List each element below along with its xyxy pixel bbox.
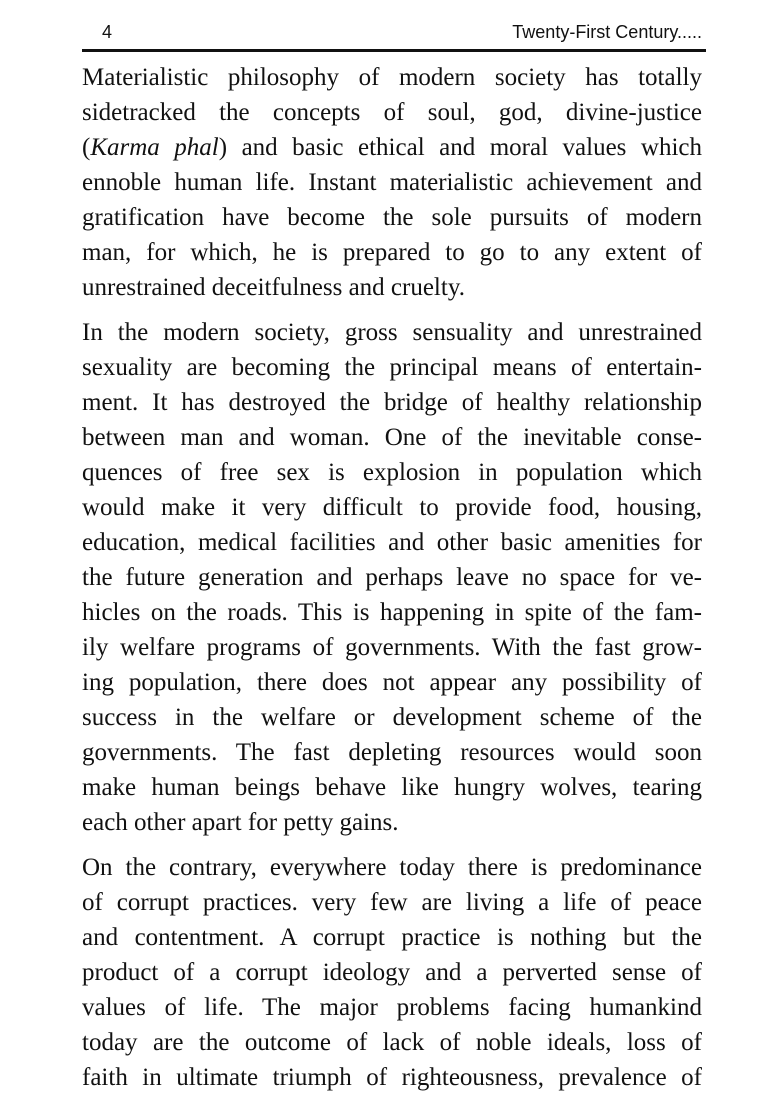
text-line: would make it very difficult to provide food, housing,: [82, 494, 702, 521]
italic-term: Karma phal: [90, 134, 219, 161]
text-line: ment. It has destroyed the bridge of healthy relationship: [82, 389, 702, 416]
text-line: ily welfare programs of governments. With the fast grow-: [82, 634, 702, 661]
text-line: hicles on the roads. This is happening in spite of the fam-: [82, 599, 702, 626]
text-line: ennoble human life. Instant materialistic achievement and: [82, 169, 702, 196]
text-line: product of a corrupt ideology and a perverted sense of: [82, 959, 702, 986]
text-line: gratification have become the sole pursuits of modern: [82, 204, 702, 231]
text-line: make human beings behave like hungry wolves, tearing: [82, 774, 702, 801]
text-line: of corrupt practices. very few are living a life of peace: [82, 889, 702, 916]
paragraph-3: [82, 850, 702, 1095]
header-rule: [82, 49, 706, 52]
text-line: ing population, there does not appear any possibility of: [82, 669, 702, 696]
paragraph-1: [82, 60, 702, 305]
text-line: each other apart for petty gains.: [82, 809, 399, 836]
text-line: the future generation and perhaps leave no space for ve-: [82, 564, 702, 591]
italic-close-paren: ): [218, 134, 228, 161]
text-line: today are the outcome of lack of noble ideals, loss of: [82, 1029, 702, 1056]
page-number: 4: [102, 22, 113, 42]
body-text: [82, 60, 702, 1105]
text-line: sidetracked the concepts of soul, god, divine-justice: [82, 99, 702, 126]
running-title: Twenty-First Century.....: [512, 22, 702, 42]
text-line: unrestrained deceitfulness and cruelty.: [82, 274, 465, 301]
text-line: sexuality are becoming the principal means of entertain-: [82, 354, 702, 381]
text-line: governments. The fast depleting resources would soon: [82, 739, 702, 766]
text-line: quences of free sex is explosion in population which: [82, 459, 702, 486]
text-line: between man and woman. One of the inevitable conse-: [82, 424, 702, 451]
text-line: In the modern society, gross sensuality and unrestrained: [82, 319, 702, 346]
text-line: [82, 130, 702, 165]
text-line: values of life. The major problems facing humankind: [82, 994, 702, 1021]
text-line: On the contrary, everywhere today there is predominance: [82, 854, 702, 881]
text-line: Materialistic philosophy of modern society has totally: [82, 64, 702, 91]
text-line: success in the welfare or development scheme of the: [82, 704, 702, 731]
paragraph-2: [82, 315, 702, 840]
text-line: education, medical facilities and other basic amenities for: [82, 529, 702, 556]
text-line: man, for which, he is prepared to go to any extent of: [82, 239, 702, 266]
page-header: [82, 18, 706, 46]
text-line: and contentment. A corrupt practice is nothing but the: [82, 924, 702, 951]
text-line: faith in ultimate triumph of righteousness, prevalence of: [82, 1064, 702, 1091]
italic-open-paren: (: [82, 134, 91, 161]
text-line-rest: and basic ethical and moral values which: [241, 134, 703, 161]
